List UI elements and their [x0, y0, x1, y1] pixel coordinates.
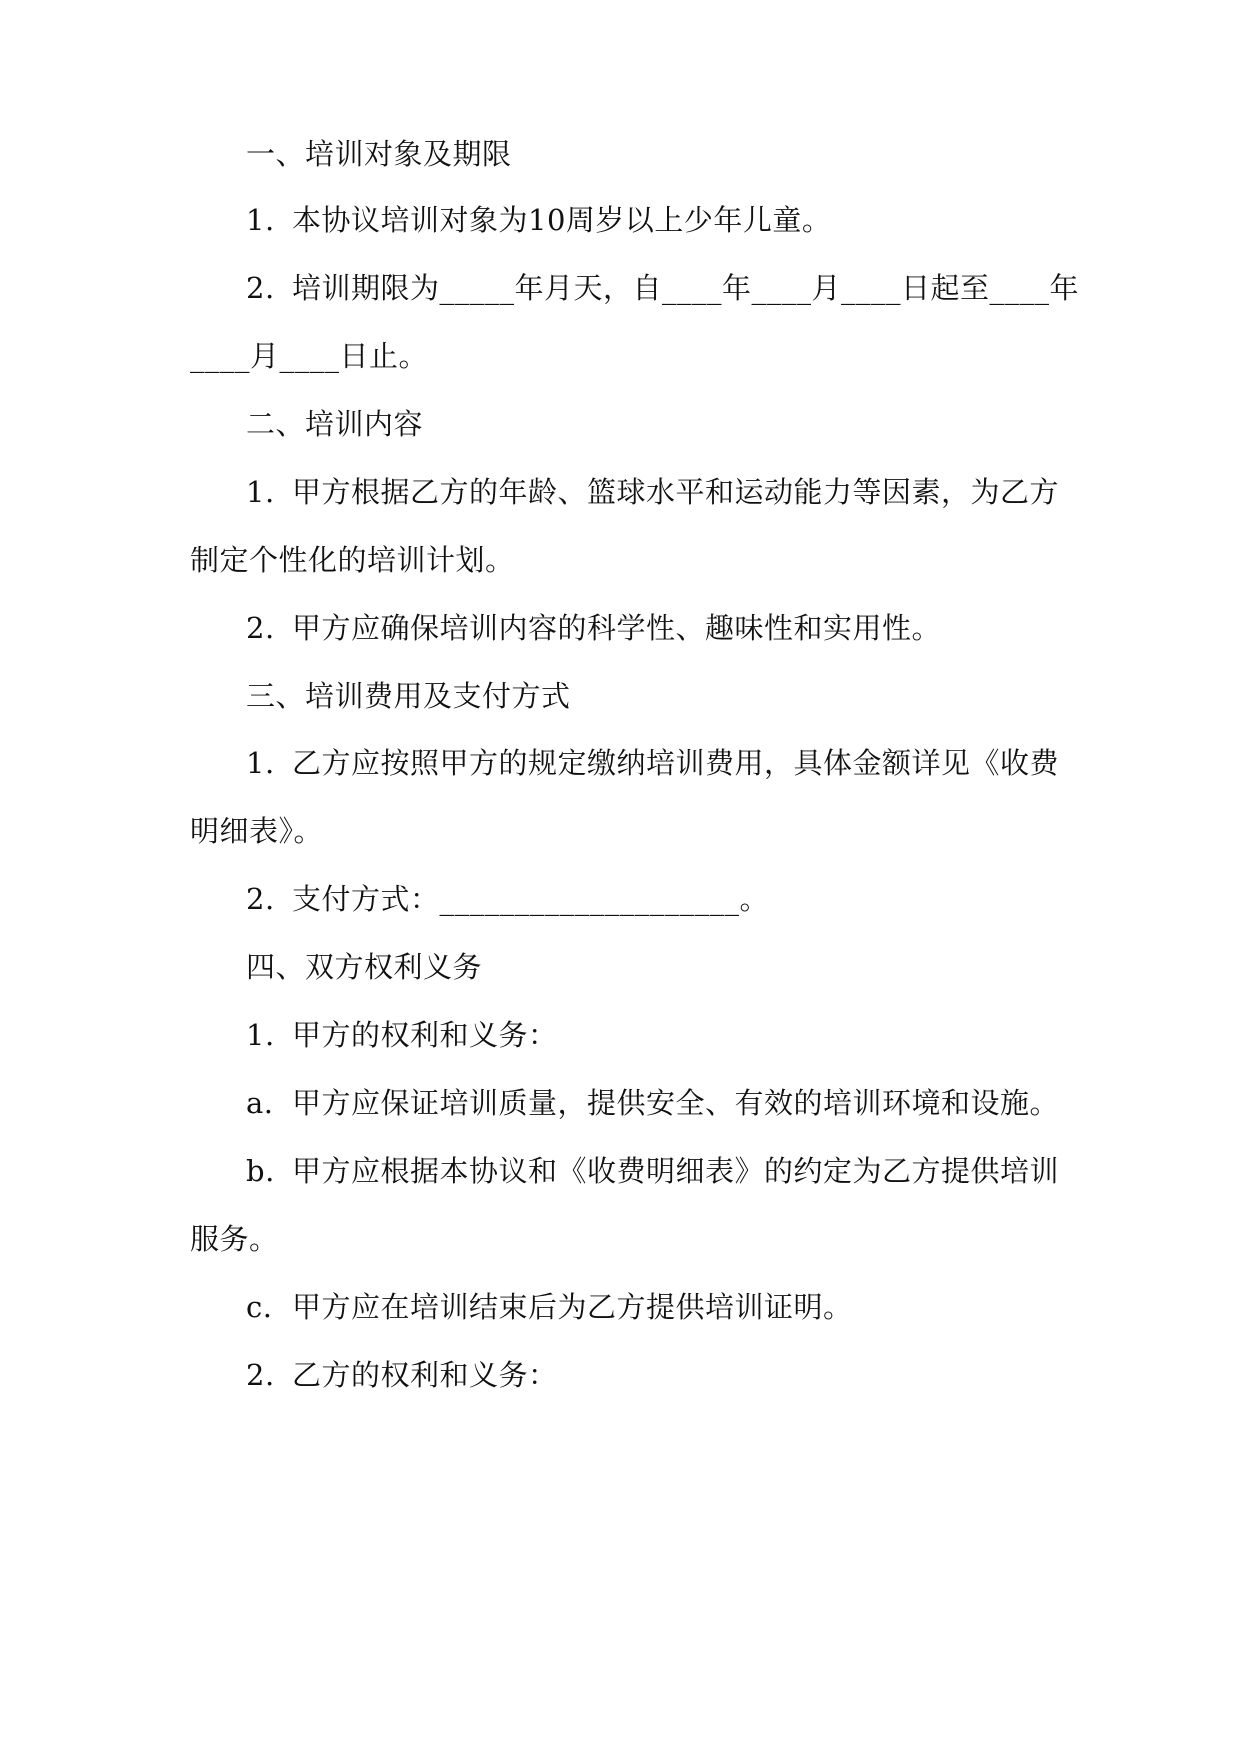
clause-number: 2. [246, 611, 275, 645]
clause-number: 1. [246, 746, 275, 780]
clause-1-2-continued [190, 336, 1070, 376]
clause-3-1-continued [190, 811, 1070, 851]
clause-number: c. [246, 1290, 273, 1324]
section-heading-4 [246, 947, 1070, 987]
clause-2-1-continued [190, 540, 1070, 580]
line-text: 甲方根据乙方的年龄、篮球水平和运动能力等因素，为乙方 [292, 475, 1060, 509]
line-text: 甲方的权利和义务： [292, 1018, 558, 1052]
clause-number: 2. [246, 271, 275, 305]
clause-4-2 [246, 1355, 1070, 1395]
section-heading-3 [246, 676, 1070, 716]
clause-3-2 [246, 879, 1070, 919]
line-text: 支付方式：____________________。 [292, 882, 770, 916]
line-text: ____月____日止。 [190, 339, 429, 373]
line-text: 甲方应根据本协议和《收费明细表》的约定为乙方提供培训 [292, 1154, 1060, 1188]
clause-1-1 [246, 200, 1070, 240]
line-text: 四、双方权利义务 [246, 950, 483, 984]
line-text: 服务。 [190, 1222, 279, 1256]
clause-4-1-c [246, 1287, 1070, 1327]
line-text: 本协议培训对象为10周岁以上少年儿童。 [292, 203, 832, 237]
clause-number: 1. [246, 475, 275, 509]
section-heading-2 [246, 404, 1070, 444]
section-heading-1 [246, 134, 1070, 174]
line-text: 甲方应保证培训质量，提供安全、有效的培训环境和设施。 [292, 1086, 1060, 1120]
line-text: 二、培训内容 [246, 407, 424, 441]
line-text: 制定个性化的培训计划。 [190, 543, 515, 577]
line-text: 培训期限为_____年月天，自____年____月____日起至____年 [292, 271, 1080, 305]
clause-number: 1. [246, 203, 275, 237]
clause-2-1 [246, 472, 1070, 512]
line-text: 明细表》。 [190, 814, 324, 848]
clause-4-1-b [246, 1151, 1070, 1191]
line-text: 乙方的权利和义务： [292, 1358, 558, 1392]
line-text: 甲方应确保培训内容的科学性、趣味性和实用性。 [292, 611, 942, 645]
clause-4-1-b-continued [190, 1219, 1070, 1259]
line-text: 三、培训费用及支付方式 [246, 679, 571, 713]
clause-1-2 [246, 268, 1080, 308]
clause-number: 1. [246, 1018, 275, 1052]
clause-4-1-a [246, 1083, 1070, 1123]
clause-4-1 [246, 1015, 1070, 1055]
line-text: 乙方应按照甲方的规定缴纳培训费用，具体金额详见《收费 [292, 746, 1060, 780]
clause-2-2 [246, 608, 1070, 648]
line-text: 甲方应在培训结束后为乙方提供培训证明。 [292, 1290, 853, 1324]
clause-number: a. [246, 1086, 274, 1120]
clause-3-1 [246, 743, 1070, 783]
clause-number: 2. [246, 1358, 275, 1392]
line-text: 一、培训对象及期限 [246, 137, 512, 171]
clause-number: b. [246, 1154, 275, 1188]
clause-number: 2. [246, 882, 275, 916]
